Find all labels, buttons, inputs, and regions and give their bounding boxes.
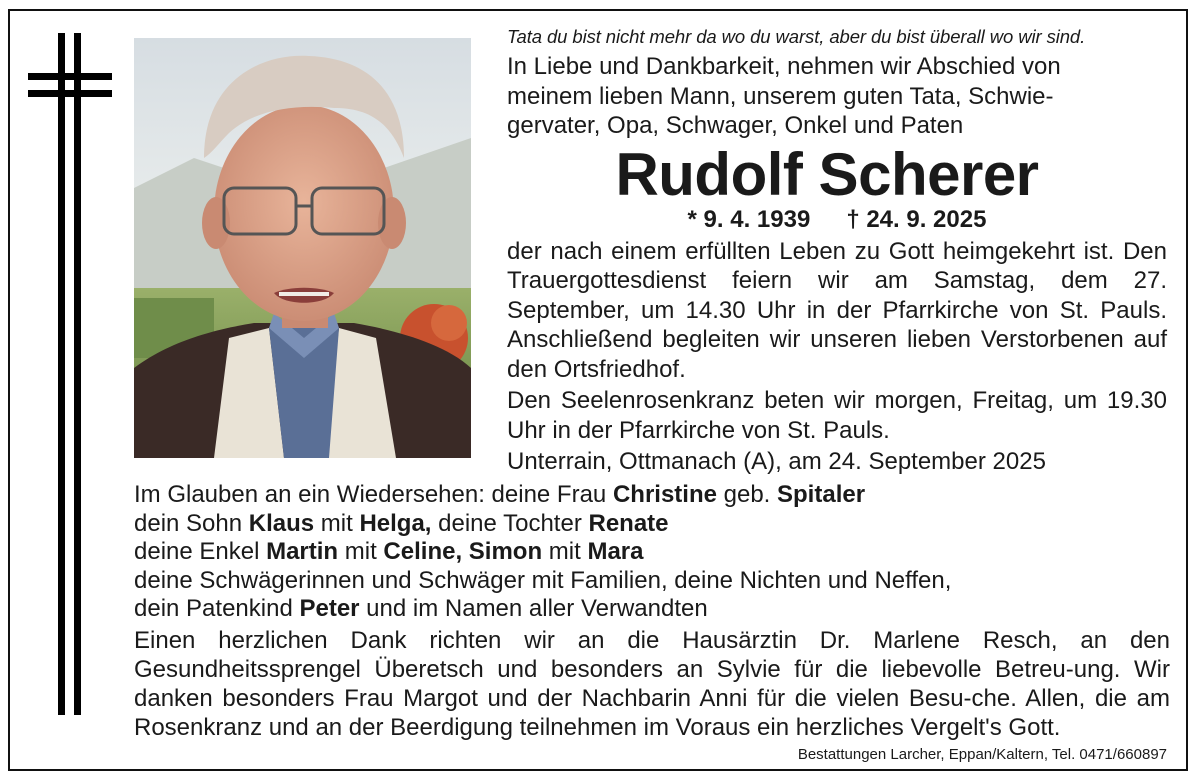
thanks-text: Einen herzlichen Dank richten wir an die Hausärztin Dr. Marlene Resch, an den Gesundheitssprengel Überetsch und besonders an Sylvie für die liebevolle Betreu-ung. Wir danken besonders Frau Margot und der Nachbarin Anni für die vielen Besu-che. Allen, die am Rosenkranz und an der Beerdigung teilnehmen im Voraus ein herzliches Vergelt's Gott. [134,627,1170,741]
family-line: deine Enkel Martin mit Celine, Simon mit Mara [134,538,644,565]
funeral-text: der nach einem erfüllten Leben zu Gott heimgekehrt ist. Den Trauergottesdienst feiern wir am Samstag, dem 27. September, um 14.30 Uhr in der Pfarrkirche von St. Pauls. Anschließend begleiten wir unseren lieben Verstorbenen auf den Ortsfriedhof. [507,237,1167,383]
portrait-photo [134,38,471,458]
cross-icon [28,33,112,715]
funeral-home-footer: Bestattungen Larcher, Eppan/Kaltern, Tel. 0471/660897 [797,746,1167,763]
life-dates [507,205,1167,235]
death-date: † 24. 9. 2025 [846,205,987,233]
notice-main-text [507,26,1167,477]
deceased-name: Rudolf Scherer [615,140,1039,208]
family-line: dein Sohn Klaus mit Helga, deine Tochter Renate [134,509,669,537]
family-line: deine Schwägerinnen und Schwäger mit Familien, deine Nichten und Neffen, [134,566,952,594]
motto: Tata du bist nicht mehr da wo du warst, aber du bist überall wo wir sind. [507,26,1086,47]
birth-date: * 9. 4. 1939 [687,205,811,233]
place-date: Unterrain, Ottmanach (A), am 24. September 2025 [507,448,1046,475]
intro-text: In Liebe und Dankbarkeit, nehmen wir Abschied von meinem lieben Mann, unserem guten Tata, Schwie- gervater, Opa, Schwager, Onkel und Paten [507,53,1061,139]
rosary-text: Den Seelenrosenkranz beten wir morgen, Freitag, um 19.30 Uhr in der Pfarrkirche von St. Pauls. [507,387,1167,444]
family-line: dein Patenkind Peter und im Namen aller Verwandten [134,595,708,622]
family-line: Im Glauben an ein Wiedersehen: deine Frau Christine geb. Spitaler [134,481,866,508]
family-list [134,481,1174,624]
